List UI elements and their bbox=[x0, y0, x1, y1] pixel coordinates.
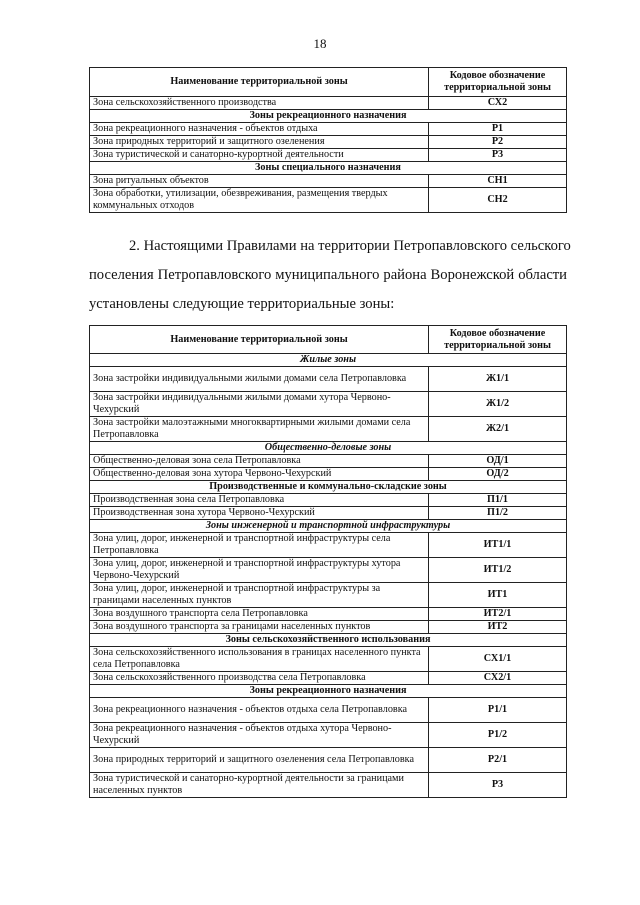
zone-code: Ж1/2 bbox=[429, 392, 567, 417]
paragraph-line: поселения Петропавловского муниципального района Воронежской области bbox=[89, 267, 567, 283]
zone-name: Зона обработки, утилизации, обезвреживания, размещения твердых коммунальных отходов bbox=[90, 188, 429, 213]
table-row bbox=[90, 558, 567, 583]
table-row bbox=[90, 136, 567, 149]
header-code-column: Кодовое обозначение территориальной зоны bbox=[429, 68, 567, 97]
table-row bbox=[90, 608, 567, 621]
zone-name: Зона застройки индивидуальными жилыми домами села Петропавловка bbox=[90, 367, 429, 392]
header-name-column: Наименование территориальной зоны bbox=[90, 68, 429, 97]
zone-code: ИТ1/2 bbox=[429, 558, 567, 583]
zone-name: Зона туристической и санаторно-курортной деятельности bbox=[90, 149, 429, 162]
zone-name: Общественно-деловая зона хутора Червоно-Чехурский bbox=[90, 468, 429, 481]
table-row bbox=[90, 748, 567, 773]
zone-name: Производственная зона хутора Червоно-Чехурский bbox=[90, 507, 429, 520]
zone-code: ИТ1/1 bbox=[429, 533, 567, 558]
zone-code: ОД/2 bbox=[429, 468, 567, 481]
table-row bbox=[90, 672, 567, 685]
page-number: 18 bbox=[313, 36, 327, 51]
zone-code: Р1 bbox=[429, 123, 567, 136]
table-row bbox=[90, 494, 567, 507]
zone-code: Р3 bbox=[429, 149, 567, 162]
zone-code: ИТ1 bbox=[429, 583, 567, 608]
zone-code: Р3 bbox=[429, 773, 567, 798]
table-row bbox=[90, 123, 567, 136]
zone-code: Ж1/1 bbox=[429, 367, 567, 392]
zone-code: П1/2 bbox=[429, 507, 567, 520]
section-title: Общественно-деловые зоны bbox=[90, 442, 567, 455]
table-row bbox=[90, 468, 567, 481]
table-row bbox=[90, 698, 567, 723]
zone-name: Зона воздушного транспорта за границами населенных пунктов bbox=[90, 621, 429, 634]
zone-name: Зона улиц, дорог, инженерной и транспортной инфраструктуры хутора Червоно-Чехурский bbox=[90, 558, 429, 583]
table-row bbox=[90, 367, 567, 392]
zone-code: СХ2/1 bbox=[429, 672, 567, 685]
section-row bbox=[90, 481, 567, 494]
zones-table-continued bbox=[89, 67, 567, 213]
zone-name: Зона сельскохозяйственного производства bbox=[90, 97, 429, 110]
section-row bbox=[90, 520, 567, 533]
zone-name: Зона сельскохозяйственного использования в границах населенного пункта села Петропавловка bbox=[90, 647, 429, 672]
table-row bbox=[90, 455, 567, 468]
zone-name: Зона туристической и санаторно-курортной деятельности за границами населенных пунктов bbox=[90, 773, 429, 798]
zone-name: Зона улиц, дорог, инженерной и транспортной инфраструктуры села Петропавловка bbox=[90, 533, 429, 558]
intro-paragraph bbox=[89, 232, 571, 319]
zones-table-body bbox=[90, 326, 567, 798]
section-title: Производственные и коммунально-складские зоны bbox=[90, 481, 567, 494]
zone-name: Зона рекреационного назначения - объектов отдыха bbox=[90, 123, 429, 136]
zone-code: ИТ2/1 bbox=[429, 608, 567, 621]
table-row bbox=[90, 417, 567, 442]
table-row bbox=[90, 621, 567, 634]
section-row bbox=[90, 442, 567, 455]
table-row bbox=[90, 533, 567, 558]
table-row bbox=[90, 188, 567, 213]
section-title: Зоны специального назначения bbox=[90, 162, 567, 175]
zone-code: Р2/1 bbox=[429, 748, 567, 773]
zone-name: Зона воздушного транспорта села Петропавловка bbox=[90, 608, 429, 621]
zone-code: СХ2 bbox=[429, 97, 567, 110]
table-header-row bbox=[90, 68, 567, 97]
table-row bbox=[90, 723, 567, 748]
section-title: Зоны сельскохозяйственного использования bbox=[90, 634, 567, 647]
table-row bbox=[90, 583, 567, 608]
zone-name: Зона сельскохозяйственного производства села Петропавловка bbox=[90, 672, 429, 685]
zone-name: Зона ритуальных объектов bbox=[90, 175, 429, 188]
zone-name: Зона застройки индивидуальными жилыми домами хутора Червоно-Чехурский bbox=[90, 392, 429, 417]
section-row bbox=[90, 634, 567, 647]
table-row bbox=[90, 175, 567, 188]
zones-table-body bbox=[90, 68, 567, 213]
header-name-column: Наименование территориальной зоны bbox=[90, 326, 429, 354]
zone-code: П1/1 bbox=[429, 494, 567, 507]
zone-name: Зона застройки малоэтажными многоквартирными жилыми домами села Петропавловка bbox=[90, 417, 429, 442]
table-header-row bbox=[90, 326, 567, 354]
zone-code: ИТ2 bbox=[429, 621, 567, 634]
paragraph-line: установлены следующие территориальные зоны: bbox=[89, 296, 395, 312]
header-code-column: Кодовое обозначение территориальной зоны bbox=[429, 326, 567, 354]
zone-name: Общественно-деловая зона села Петропавловка bbox=[90, 455, 429, 468]
section-title: Зоны инженерной и транспортной инфраструктуры bbox=[90, 520, 567, 533]
zone-code: Р2 bbox=[429, 136, 567, 149]
zone-name: Зона улиц, дорог, инженерной и транспортной инфраструктуры за границами населенных пунктов bbox=[90, 583, 429, 608]
zone-name: Производственная зона села Петропавловка bbox=[90, 494, 429, 507]
section-row bbox=[90, 354, 567, 367]
table-row bbox=[90, 392, 567, 417]
zone-code: СН1 bbox=[429, 175, 567, 188]
zone-code: Р1/2 bbox=[429, 723, 567, 748]
table-row bbox=[90, 647, 567, 672]
zone-code: Ж2/1 bbox=[429, 417, 567, 442]
section-title: Зоны рекреационного назначения bbox=[90, 110, 567, 123]
section-row bbox=[90, 110, 567, 123]
zone-name: Зона рекреационного назначения - объектов отдыха села Петропавловка bbox=[90, 698, 429, 723]
zone-name: Зона рекреационного назначения - объектов отдыха хутора Червоно-Чехурский bbox=[90, 723, 429, 748]
paragraph-line: 2. Настоящими Правилами на территории Петропавловского сельского bbox=[129, 238, 571, 254]
zone-name: Зона природных территорий и защитного озеленения села Петропавловка bbox=[90, 748, 429, 773]
table-row bbox=[90, 97, 567, 110]
section-row bbox=[90, 162, 567, 175]
zone-code: Р1/1 bbox=[429, 698, 567, 723]
section-row bbox=[90, 685, 567, 698]
section-title: Зоны рекреационного назначения bbox=[90, 685, 567, 698]
zone-code: СХ1/1 bbox=[429, 647, 567, 672]
zone-code: СН2 bbox=[429, 188, 567, 213]
zones-table bbox=[89, 325, 567, 798]
table-row bbox=[90, 149, 567, 162]
zone-name: Зона природных территорий и защитного озеленения bbox=[90, 136, 429, 149]
table-row bbox=[90, 507, 567, 520]
section-title: Жилые зоны bbox=[90, 354, 567, 367]
zone-code: ОД/1 bbox=[429, 455, 567, 468]
table-row bbox=[90, 773, 567, 798]
